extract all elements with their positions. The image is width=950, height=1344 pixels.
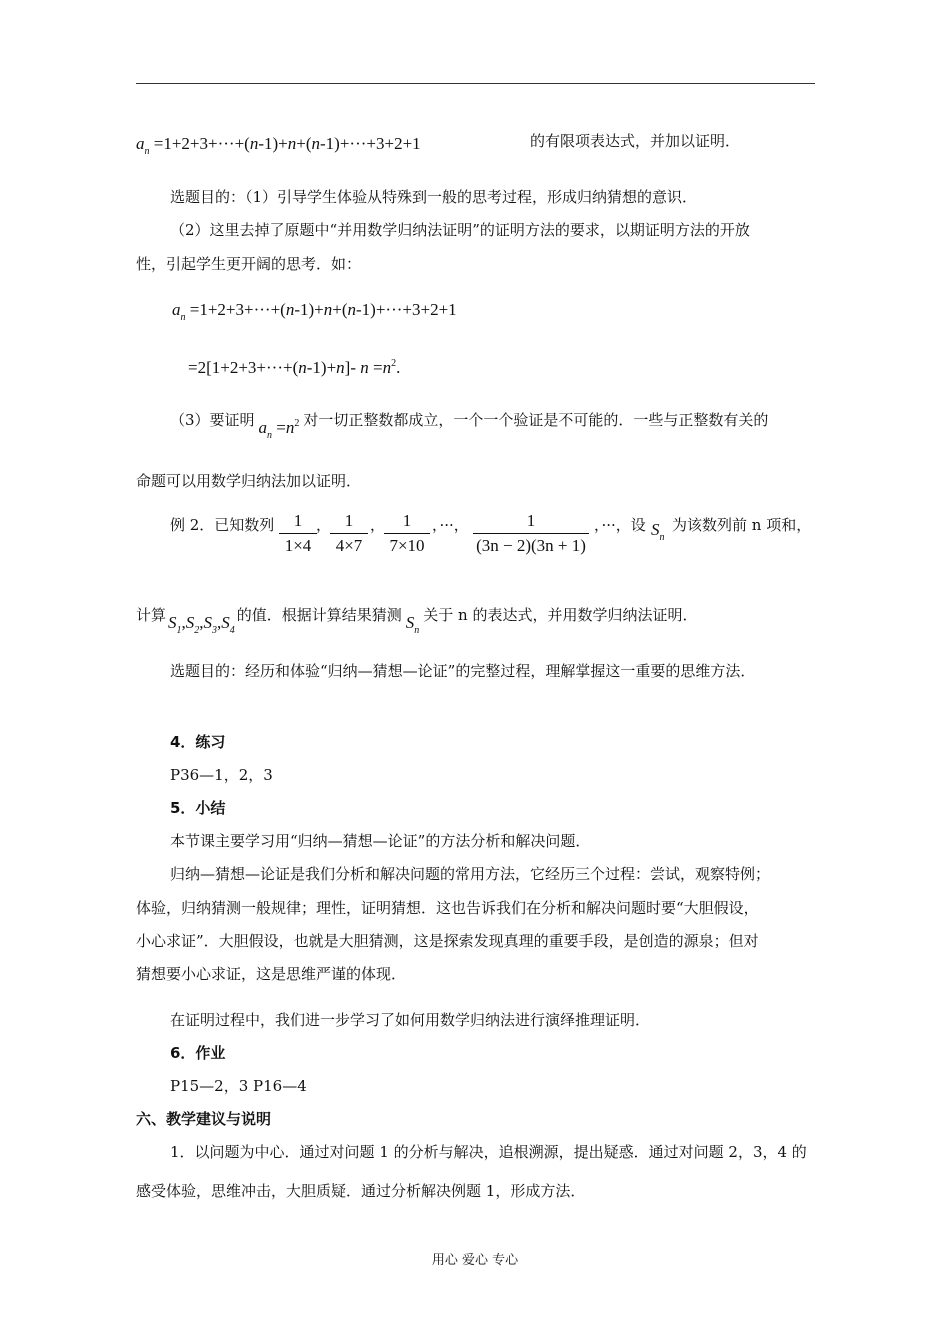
fraction-3 xyxy=(384,511,430,556)
calc-prefix: 计算 xyxy=(136,606,167,624)
summary-line-4: 小心求证”．大胆假设，也就是大胆猜测，这是探索发现真理的重要手段，是创造的源泉；但对 xyxy=(136,932,759,950)
fraction-general-denominator: (3n − 2)(3n + 1) xyxy=(476,536,586,555)
example-2-suffix: 为该数列前 n 项和， xyxy=(672,516,812,534)
heading-summary: 5．小结 xyxy=(170,799,226,817)
sequence-formula-line: $a_n =1+2+3+\cdot\cdot\cdot+(n-1)+n+(n-1)+\cdot\cdot\cdot+3+2+1$ xyxy=(136,134,421,157)
fraction-general-numerator: 1 xyxy=(526,511,536,530)
summary-line-6: 在证明过程中，我们进一步学习了如何用数学归纳法进行演绎推理证明． xyxy=(170,1011,651,1029)
heading-practice: 4．练习 xyxy=(170,733,226,751)
summary-line-3: 体验，归纳猜测一般规律；理性，证明猜想．这也告诉我们在分析和解决问题时要“大胆假设， xyxy=(136,899,759,917)
paragraph-purpose-3 xyxy=(170,409,769,441)
equation-1: $a_n =1+2+3+\cdot\cdot\cdot+(n-1)+n+(n-1)+\cdot\cdot\cdot+3+2+1$ xyxy=(172,300,457,323)
fraction-3-denominator: 7×10 xyxy=(389,536,425,555)
paragraph-purpose-3-cont: 命题可以用数学归纳法加以证明． xyxy=(136,472,362,490)
separator-2: ， xyxy=(370,516,386,534)
example-2-purpose: 选题目的：经历和体验“归纳—猜想—论证”的完整过程，理解掌握这一重要的思维方法． xyxy=(170,662,756,680)
separator-1: ， xyxy=(316,516,332,534)
formula-tail-text: 的有限项表达式，并加以证明． xyxy=(530,132,741,150)
heading-homework: 6．作业 xyxy=(170,1044,226,1062)
homework-items: P15—2，3 P16—4 xyxy=(170,1077,307,1095)
sn-symbol-2: $S_n$ xyxy=(405,613,420,636)
fraction-3-numerator: 1 xyxy=(402,511,412,530)
example-2-calc xyxy=(136,604,698,636)
separator-set: ，···，设 xyxy=(594,516,646,534)
example-2-prefix: 例 2．已知数列 xyxy=(170,516,275,534)
separator-dots: ，···， xyxy=(432,516,469,534)
purpose-3-suffix: 对一切正整数都成立，一个一个验证是不可能的．一些与正整数有关的 xyxy=(303,411,769,429)
fraction-1 xyxy=(279,511,317,556)
suggestion-line-1: 1．以问题为中心．通过对问题 1 的分析与解决，追根溯源，提出疑惑．通过对问题 2，3，4 的 xyxy=(170,1143,807,1161)
header-rule xyxy=(136,83,815,84)
an-equals-n2: $a_n =n^2$ xyxy=(258,418,300,441)
practice-items: P36—1，2，3 xyxy=(170,766,273,784)
summary-line-2: 归纳—猜想—论证是我们分析和解决问题的常用方法，它经历三个过程：尝试，观察特例； xyxy=(170,865,771,883)
summary-line-1: 本节课主要学习用“归纳—猜想—论证”的方法分析和解决问题． xyxy=(170,832,591,850)
calc-middle: 的值．根据计算结果猜测 xyxy=(236,606,402,624)
sn-symbol-1: $S_n$ xyxy=(651,520,665,543)
s1-s4-symbols: $S_1,S_2,S_3,S_4$ xyxy=(168,613,235,636)
fraction-2-denominator: 4×7 xyxy=(335,536,363,555)
purpose-3-prefix: （3）要证明 xyxy=(170,411,255,429)
paragraph-purpose-1: 选题目的：（1）引导学生体验从特殊到一般的思考过程，形成归纳猜想的意识． xyxy=(170,188,698,206)
fraction-2 xyxy=(330,511,368,556)
fraction-general xyxy=(473,511,589,556)
summary-line-5: 猜想要小心求证，这是思维严谨的体现． xyxy=(136,965,407,983)
fraction-1-denominator: 1×4 xyxy=(284,536,312,555)
fraction-2-numerator: 1 xyxy=(344,511,354,530)
fraction-1-numerator: 1 xyxy=(293,511,303,530)
heading-teaching-suggestions: 六、教学建议与说明 xyxy=(136,1110,272,1128)
calc-suffix: 关于 n 的表达式，并用数学归纳法证明． xyxy=(423,606,698,624)
page-footer: 用心 爱心 专心 xyxy=(431,1253,519,1268)
paragraph-purpose-2-cont: 性，引起学生更开阔的思考．如： xyxy=(136,255,362,273)
paragraph-purpose-2: （2）这里去掉了原题中“并用数学归纳法证明”的证明方法的要求，以期证明方法的开放 xyxy=(170,221,750,239)
suggestion-line-2: 感受体验，思维冲击，大胆质疑．通过分析解决例题 1，形成方法． xyxy=(136,1182,586,1200)
equation-2: =2[1+2+3+···+(n-1)+n]- $n =n^2$. xyxy=(188,358,401,377)
